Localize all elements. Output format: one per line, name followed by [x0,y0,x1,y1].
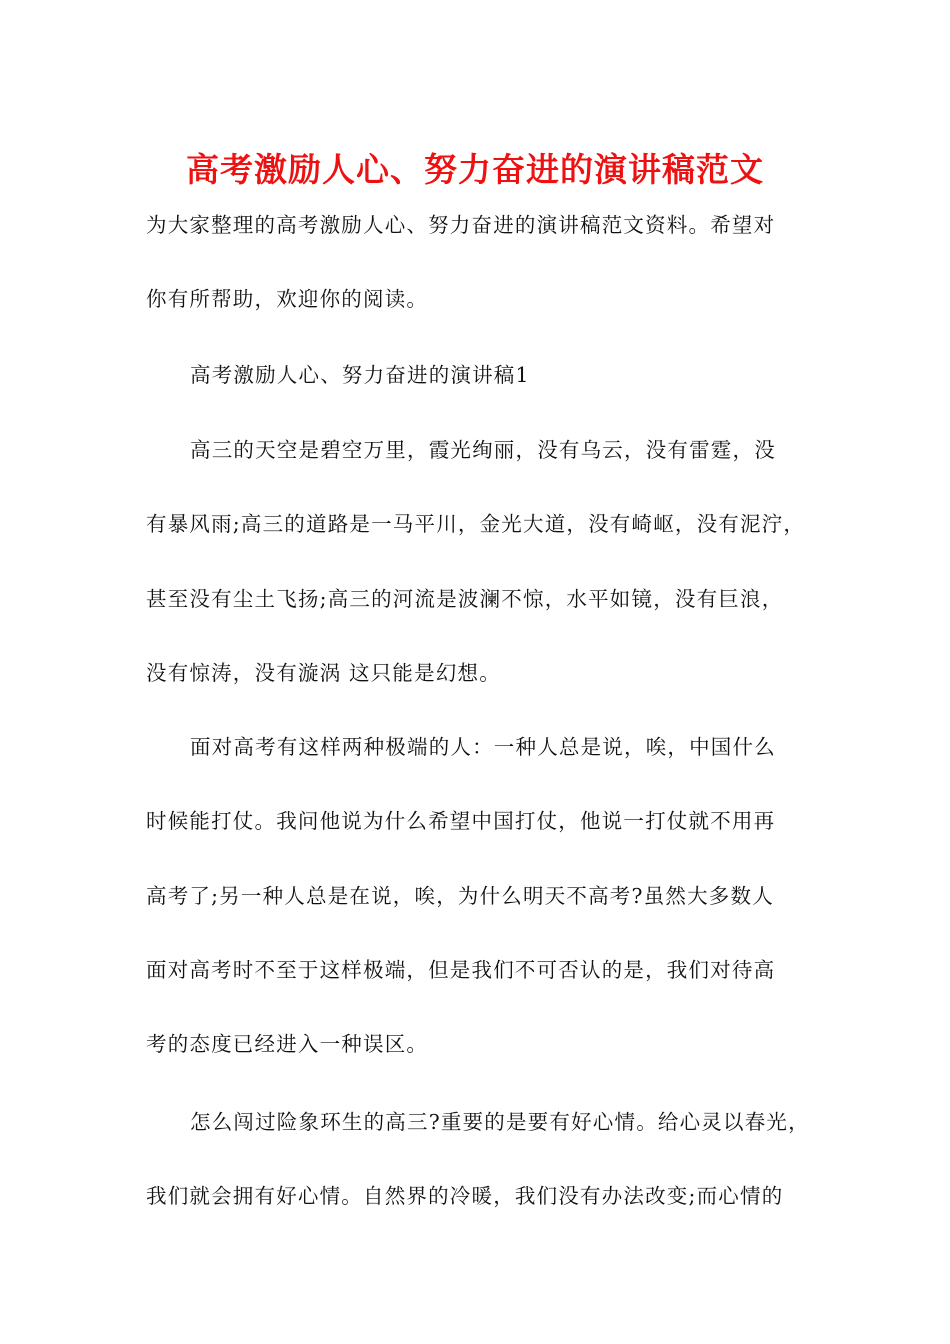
body-line: 你有所帮助，欢迎你的阅读。 [146,287,429,311]
body-line: 面对高考时不至于这样极端，但是我们不可否认的是，我们对待高 [146,958,776,982]
body-line: 没有惊涛，没有漩涡 这只能是幻想。 [146,661,501,685]
section-heading: 高考激励人心、努力奋进的演讲稿1 [190,363,530,387]
body-line: 怎么闯过险象环生的高三?重要的是要有好心情。给心灵以春光， [190,1110,810,1134]
body-line: 考的态度已经进入一种误区。 [146,1032,429,1056]
body-line: 有暴风雨;高三的道路是一马平川，金光大道，没有崎岖，没有泥泞， [146,512,806,536]
document-title: 高考激励人心、努力奋进的演讲稿范文 [186,150,764,189]
body-line: 甚至没有尘土飞扬;高三的河流是波澜不惊，水平如镜，没有巨浪， [146,587,784,611]
body-line: 我们就会拥有好心情。自然界的冷暖，我们没有办法改变;而心情的 [146,1184,784,1208]
body-line: 高考了;另一种人总是在说，唉，为什么明天不高考?虽然大多数人 [146,884,774,908]
body-line: 为大家整理的高考激励人心、努力奋进的演讲稿范文资料。希望对 [146,213,776,237]
body-line: 面对高考有这样两种极端的人：一种人总是说，唉，中国什么 [190,735,776,759]
body-line: 高三的天空是碧空万里，霞光绚丽，没有乌云，没有雷霆，没 [190,438,776,462]
body-line: 时候能打仗。我问他说为什么希望中国打仗，他说一打仗就不用再 [146,809,776,833]
